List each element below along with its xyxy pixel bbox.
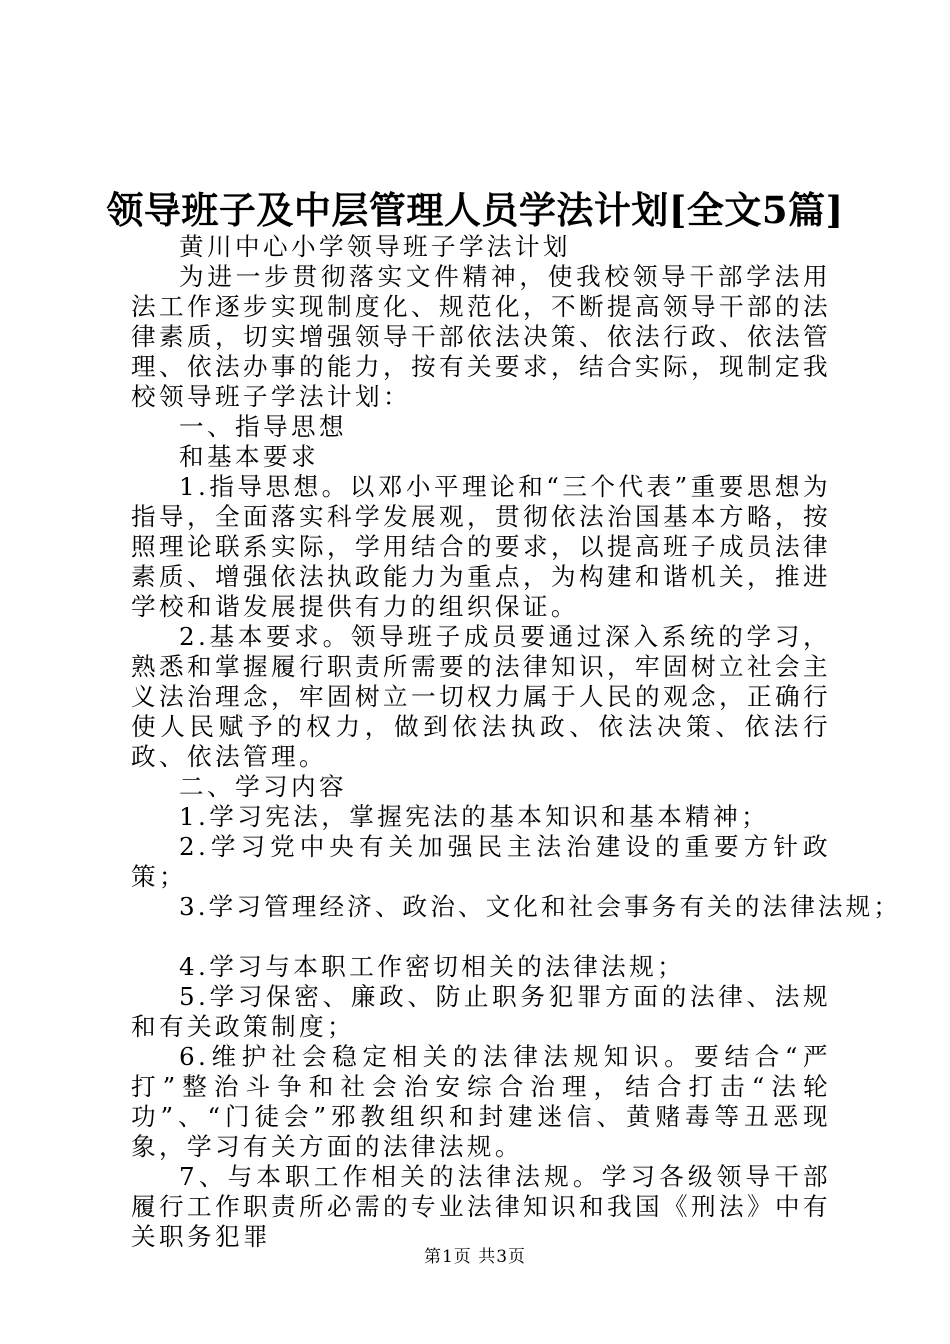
page-number: 第1页 共3页 xyxy=(423,1247,527,1267)
blank-line xyxy=(131,922,831,952)
document-title: 领导班子及中层管理人员学法计划[全文5篇] xyxy=(106,188,844,232)
paragraph-guiding-thought: 1.指导思想。以邓小平理论和“三个代表”重要思想为指导，全面落实科学发展观，贯彻依法治国基本方略，按照理论联系实际，学用结合的要求，以提高班子成员法律素质、增强依法执政能力为重点，为构建和谐机关，推进学校和谐发展提供有力的组织保证。 xyxy=(131,472,831,621)
document-body xyxy=(131,232,902,1252)
paragraph-intro: 为进一步贯彻落实文件精神，使我校领导干部学法用法工作逐步实现制度化、规范化，不断提高领导干部的法律素质，切实增强领导干部依法决策、依法行政、依法管理、依法办事的能力，按有关要求，结合实际，现制定我校领导班子学法计划： xyxy=(131,262,831,411)
heading-study-content: 二、学习内容 xyxy=(179,772,347,801)
heading-basic-requirements: 和基本要求 xyxy=(179,442,319,471)
list-item-3: 3.学习管理经济、政治、文化和社会事务有关的法律法规； xyxy=(179,892,902,921)
list-item-5: 5.学习保密、廉政、防止职务犯罪方面的法律、法规和有关政策制度； xyxy=(131,982,831,1041)
list-item-4: 4.学习与本职工作密切相关的法律法规； xyxy=(179,952,686,981)
paragraph-subtitle: 黄川中心小学领导班子学法计划 xyxy=(179,232,571,261)
paragraph-basic-requirements: 2.基本要求。领导班子成员要通过深入系统的学习，熟悉和掌握履行职责所需要的法律知识，牢固树立社会主义法治理念，牢固树立一切权力属于人民的观念，正确行使人民赋予的权力，做到依法执政、依法决策、依法行政、依法管理。 xyxy=(131,622,831,771)
list-item-6: 6.维护社会稳定相关的法律法规知识。要结合“严打”整治斗争和社会治安综合治理，结合打击“法轮功”、“门徒会”邪教组织和封建迷信、黄赌毒等丑恶现象，学习有关方面的法律法规。 xyxy=(131,1042,831,1161)
list-item-2: 2.学习党中央有关加强民主法治建设的重要方针政策； xyxy=(131,832,831,891)
list-item-1: 1.学习宪法，掌握宪法的基本知识和基本精神； xyxy=(179,802,770,831)
heading-guiding-thought: 一、指导思想 xyxy=(179,412,347,441)
list-item-7: 7、与本职工作相关的法律法规。学习各级领导干部履行工作职责所必需的专业法律知识和我国《刑法》中有关职务犯罪 xyxy=(131,1162,831,1251)
